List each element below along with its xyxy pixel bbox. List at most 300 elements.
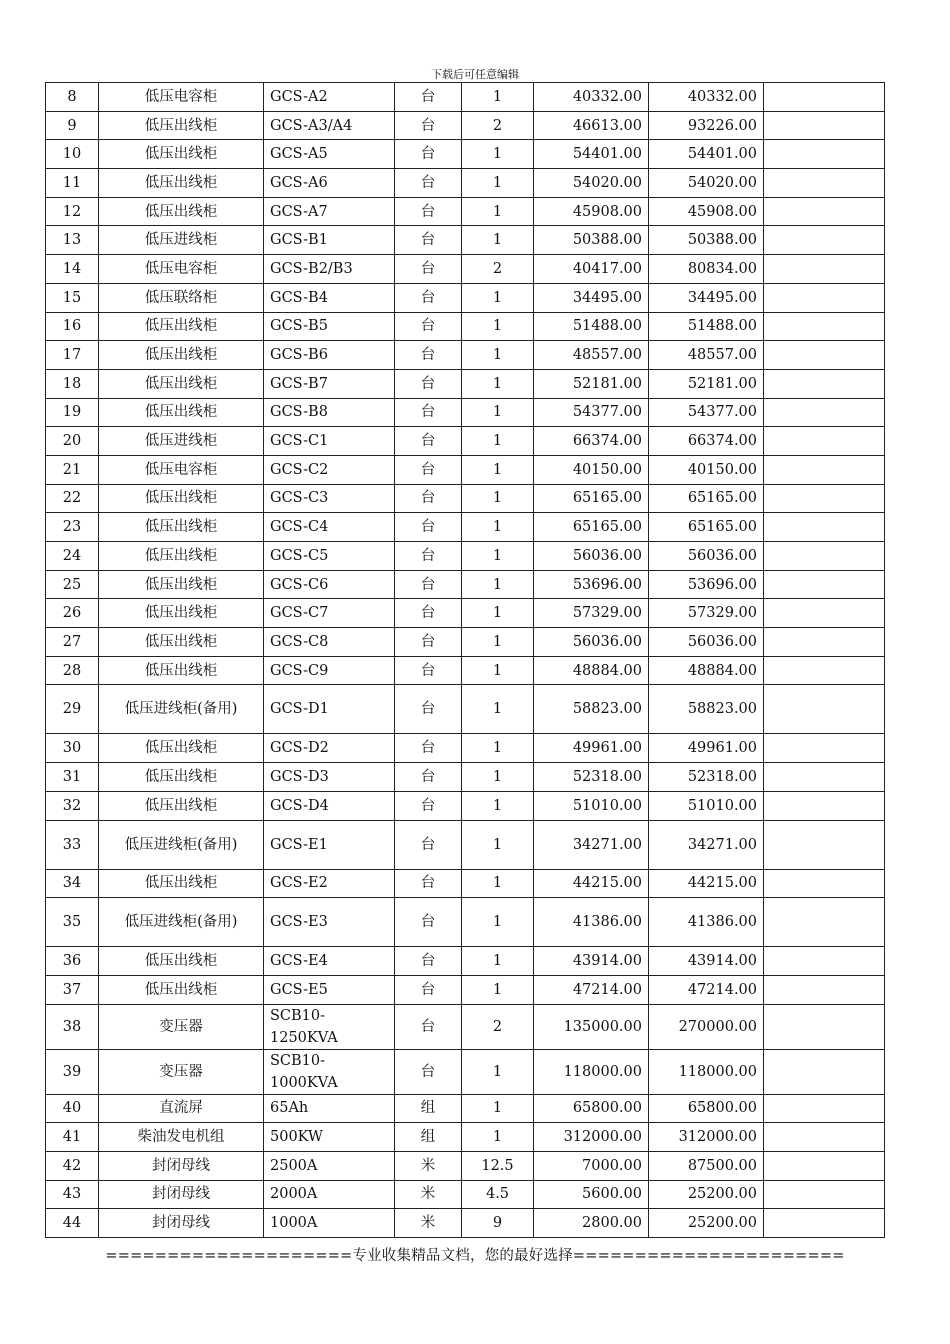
row-number-cell: 37 [46,975,99,1004]
model-spec-cell: GCS-C2 [264,455,395,484]
quantity-cell: 1 [462,83,534,112]
table-row [46,513,885,542]
row-number-cell: 25 [46,570,99,599]
row-number-cell: 43 [46,1180,99,1209]
table-row [46,1209,885,1238]
item-name-cell: 低压进线柜 [99,226,264,255]
model-spec-cell: GCS-C5 [264,542,395,571]
item-name-cell: 低压进线柜(备用) [99,820,264,869]
table-row [46,975,885,1004]
item-name-cell: 低压出线柜 [99,484,264,513]
unit-cell: 台 [395,599,462,628]
unit-cell: 台 [395,369,462,398]
unit-cell: 台 [395,226,462,255]
table-row [46,341,885,370]
row-number-cell: 32 [46,791,99,820]
unit-cell: 台 [395,197,462,226]
item-name-cell: 低压出线柜 [99,570,264,599]
unit-cell: 台 [395,455,462,484]
model-spec-cell: GCS-B1 [264,226,395,255]
row-number-cell: 40 [46,1094,99,1123]
item-name-cell: 低压出线柜 [99,369,264,398]
quantity-cell: 1 [462,513,534,542]
row-number-cell: 18 [46,369,99,398]
total-price-cell: 66374.00 [649,427,764,456]
model-spec-cell: GCS-E5 [264,975,395,1004]
unit-cell: 台 [395,312,462,341]
model-spec-cell: GCS-E3 [264,898,395,947]
total-price-cell: 53696.00 [649,570,764,599]
unit-price-cell: 50388.00 [534,226,649,255]
item-name-cell: 低压出线柜 [99,791,264,820]
quantity-cell: 1 [462,140,534,169]
unit-price-cell: 40417.00 [534,255,649,284]
item-name-cell: 低压出线柜 [99,169,264,198]
quantity-cell: 2 [462,111,534,140]
remark-cell [764,791,885,820]
quantity-cell: 1 [462,312,534,341]
model-spec-cell: GCS-A5 [264,140,395,169]
quantity-cell: 1 [462,455,534,484]
total-price-cell: 40332.00 [649,83,764,112]
remark-cell [764,656,885,685]
row-number-cell: 24 [46,542,99,571]
total-price-cell: 34495.00 [649,283,764,312]
table-row [46,427,885,456]
remark-cell [764,398,885,427]
quantity-cell: 1 [462,975,534,1004]
unit-price-cell: 47214.00 [534,975,649,1004]
item-name-cell: 低压出线柜 [99,312,264,341]
row-number-cell: 35 [46,898,99,947]
remark-cell [764,1209,885,1238]
table-row [46,111,885,140]
item-name-cell: 封闭母线 [99,1180,264,1209]
row-number-cell: 23 [46,513,99,542]
unit-price-cell: 41386.00 [534,898,649,947]
remark-cell [764,312,885,341]
unit-price-cell: 312000.00 [534,1123,649,1152]
remark-cell [764,197,885,226]
unit-cell: 台 [395,542,462,571]
unit-cell: 台 [395,513,462,542]
model-spec-cell: SCB10-1250KVA [264,1004,395,1049]
item-name-cell: 低压出线柜 [99,341,264,370]
unit-price-cell: 48557.00 [534,341,649,370]
unit-price-cell: 57329.00 [534,599,649,628]
unit-cell: 台 [395,1004,462,1049]
table-row [46,398,885,427]
unit-price-cell: 40150.00 [534,455,649,484]
model-spec-cell: GCS-C6 [264,570,395,599]
item-name-cell: 低压出线柜 [99,398,264,427]
quantity-cell: 1 [462,898,534,947]
unit-cell: 米 [395,1209,462,1238]
total-price-cell: 48557.00 [649,341,764,370]
quantity-cell: 1 [462,656,534,685]
row-number-cell: 9 [46,111,99,140]
table-row [46,255,885,284]
table-row [46,869,885,898]
remark-cell [764,341,885,370]
table-row [46,283,885,312]
unit-cell: 台 [395,791,462,820]
row-number-cell: 36 [46,947,99,976]
row-number-cell: 26 [46,599,99,628]
model-spec-cell: GCS-B4 [264,283,395,312]
unit-cell: 台 [395,685,462,734]
footer-note: ====================专业收集精品文档，您的最好选择====================== [105,1248,845,1264]
unit-price-cell: 34271.00 [534,820,649,869]
model-spec-cell: GCS-C8 [264,628,395,657]
model-spec-cell: GCS-C4 [264,513,395,542]
unit-cell: 台 [395,570,462,599]
row-number-cell: 15 [46,283,99,312]
row-number-cell: 39 [46,1049,99,1094]
unit-cell: 组 [395,1123,462,1152]
quantity-cell: 1 [462,685,534,734]
row-number-cell: 16 [46,312,99,341]
quantity-cell: 1 [462,398,534,427]
remark-cell [764,1094,885,1123]
total-price-cell: 52181.00 [649,369,764,398]
item-name-cell: 低压电容柜 [99,83,264,112]
row-number-cell: 12 [46,197,99,226]
table-row [46,791,885,820]
unit-price-cell: 40332.00 [534,83,649,112]
remark-cell [764,111,885,140]
unit-cell: 台 [395,1049,462,1094]
table-row [46,83,885,112]
total-price-cell: 58823.00 [649,685,764,734]
total-price-cell: 80834.00 [649,255,764,284]
unit-price-cell: 56036.00 [534,628,649,657]
quantity-cell: 1 [462,1094,534,1123]
header-note: 下载后可任意编辑 [431,68,519,81]
total-price-cell: 47214.00 [649,975,764,1004]
remark-cell [764,628,885,657]
unit-price-cell: 49961.00 [534,734,649,763]
unit-cell: 台 [395,734,462,763]
remark-cell [764,820,885,869]
model-spec-cell: GCS-B2/B3 [264,255,395,284]
unit-price-cell: 54401.00 [534,140,649,169]
model-spec-cell: 65Ah [264,1094,395,1123]
model-spec-cell: GCS-D1 [264,685,395,734]
item-name-cell: 低压出线柜 [99,975,264,1004]
remark-cell [764,427,885,456]
remark-cell [764,83,885,112]
quantity-cell: 1 [462,427,534,456]
quantity-cell: 9 [462,1209,534,1238]
unit-cell: 台 [395,83,462,112]
table-row [46,898,885,947]
unit-cell: 组 [395,1094,462,1123]
table-row [46,656,885,685]
total-price-cell: 49961.00 [649,734,764,763]
quantity-cell: 1 [462,734,534,763]
item-name-cell: 封闭母线 [99,1209,264,1238]
table-row [46,1180,885,1209]
unit-price-cell: 54020.00 [534,169,649,198]
row-number-cell: 28 [46,656,99,685]
item-name-cell: 低压联络柜 [99,283,264,312]
remark-cell [764,542,885,571]
unit-cell: 台 [395,869,462,898]
quantity-cell: 1 [462,197,534,226]
model-spec-cell: GCS-A3/A4 [264,111,395,140]
remark-cell [764,1123,885,1152]
unit-cell: 米 [395,1180,462,1209]
row-number-cell: 27 [46,628,99,657]
unit-price-cell: 65800.00 [534,1094,649,1123]
remark-cell [764,1180,885,1209]
total-price-cell: 51010.00 [649,791,764,820]
model-spec-cell: GCS-B6 [264,341,395,370]
unit-cell: 台 [395,140,462,169]
model-spec-cell: 1000A [264,1209,395,1238]
total-price-cell: 65165.00 [649,513,764,542]
unit-price-cell: 2800.00 [534,1209,649,1238]
unit-cell: 台 [395,283,462,312]
quantity-cell: 12.5 [462,1151,534,1180]
total-price-cell: 25200.00 [649,1180,764,1209]
total-price-cell: 45908.00 [649,197,764,226]
model-spec-cell: GCS-B7 [264,369,395,398]
unit-cell: 台 [395,484,462,513]
unit-price-cell: 7000.00 [534,1151,649,1180]
model-spec-cell: GCS-E4 [264,947,395,976]
table-row [46,542,885,571]
quantity-cell: 1 [462,1049,534,1094]
model-spec-cell: SCB10-1000KVA [264,1049,395,1094]
remark-cell [764,455,885,484]
quantity-cell: 1 [462,484,534,513]
table-row [46,1094,885,1123]
remark-cell [764,226,885,255]
item-name-cell: 低压出线柜 [99,542,264,571]
table-row [46,1004,885,1049]
total-price-cell: 93226.00 [649,111,764,140]
remark-cell [764,1151,885,1180]
table-body [46,83,885,1238]
remark-cell [764,570,885,599]
unit-price-cell: 34495.00 [534,283,649,312]
remark-cell [764,975,885,1004]
total-price-cell: 65165.00 [649,484,764,513]
table-row [46,197,885,226]
remark-cell [764,484,885,513]
total-price-cell: 51488.00 [649,312,764,341]
remark-cell [764,599,885,628]
table-row [46,599,885,628]
row-number-cell: 41 [46,1123,99,1152]
item-name-cell: 低压出线柜 [99,869,264,898]
model-spec-cell: GCS-B5 [264,312,395,341]
quantity-cell: 1 [462,542,534,571]
unit-price-cell: 51010.00 [534,791,649,820]
table-row [46,1123,885,1152]
unit-price-cell: 52318.00 [534,763,649,792]
total-price-cell: 56036.00 [649,628,764,657]
unit-price-cell: 5600.00 [534,1180,649,1209]
total-price-cell: 48884.00 [649,656,764,685]
model-spec-cell: GCS-E2 [264,869,395,898]
unit-price-cell: 53696.00 [534,570,649,599]
unit-price-cell: 66374.00 [534,427,649,456]
item-name-cell: 低压出线柜 [99,111,264,140]
remark-cell [764,947,885,976]
total-price-cell: 54020.00 [649,169,764,198]
remark-cell [764,734,885,763]
unit-price-cell: 48884.00 [534,656,649,685]
remark-cell [764,140,885,169]
table-row [46,140,885,169]
total-price-cell: 56036.00 [649,542,764,571]
total-price-cell: 50388.00 [649,226,764,255]
unit-price-cell: 45908.00 [534,197,649,226]
model-spec-cell: GCS-E1 [264,820,395,869]
table-row [46,455,885,484]
model-spec-cell: GCS-B8 [264,398,395,427]
row-number-cell: 29 [46,685,99,734]
unit-cell: 台 [395,398,462,427]
model-spec-cell: GCS-C9 [264,656,395,685]
quantity-cell: 1 [462,763,534,792]
unit-price-cell: 54377.00 [534,398,649,427]
table-row [46,763,885,792]
item-name-cell: 低压出线柜 [99,628,264,657]
unit-cell: 米 [395,1151,462,1180]
remark-cell [764,898,885,947]
total-price-cell: 312000.00 [649,1123,764,1152]
quantity-cell: 1 [462,947,534,976]
equipment-price-table [45,82,885,1238]
quantity-cell: 1 [462,169,534,198]
unit-price-cell: 65165.00 [534,513,649,542]
model-spec-cell: GCS-D3 [264,763,395,792]
item-name-cell: 直流屏 [99,1094,264,1123]
remark-cell [764,685,885,734]
row-number-cell: 31 [46,763,99,792]
unit-cell: 台 [395,628,462,657]
item-name-cell: 低压进线柜(备用) [99,685,264,734]
row-number-cell: 42 [46,1151,99,1180]
total-price-cell: 52318.00 [649,763,764,792]
quantity-cell: 1 [462,283,534,312]
unit-price-cell: 65165.00 [534,484,649,513]
quantity-cell: 1 [462,791,534,820]
total-price-cell: 54401.00 [649,140,764,169]
item-name-cell: 低压进线柜(备用) [99,898,264,947]
model-spec-cell: GCS-D4 [264,791,395,820]
item-name-cell: 低压出线柜 [99,763,264,792]
row-number-cell: 21 [46,455,99,484]
unit-cell: 台 [395,975,462,1004]
model-spec-cell: GCS-A7 [264,197,395,226]
quantity-cell: 2 [462,255,534,284]
table-row [46,169,885,198]
remark-cell [764,869,885,898]
quantity-cell: 4.5 [462,1180,534,1209]
quantity-cell: 1 [462,1123,534,1152]
unit-price-cell: 44215.00 [534,869,649,898]
total-price-cell: 40150.00 [649,455,764,484]
row-number-cell: 34 [46,869,99,898]
total-price-cell: 43914.00 [649,947,764,976]
unit-cell: 台 [395,255,462,284]
row-number-cell: 33 [46,820,99,869]
remark-cell [764,1004,885,1049]
item-name-cell: 低压出线柜 [99,513,264,542]
quantity-cell: 1 [462,226,534,255]
row-number-cell: 30 [46,734,99,763]
unit-cell: 台 [395,169,462,198]
model-spec-cell: GCS-C7 [264,599,395,628]
unit-price-cell: 51488.00 [534,312,649,341]
item-name-cell: 变压器 [99,1049,264,1094]
table-row [46,628,885,657]
remark-cell [764,513,885,542]
total-price-cell: 34271.00 [649,820,764,869]
row-number-cell: 10 [46,140,99,169]
total-price-cell: 44215.00 [649,869,764,898]
row-number-cell: 11 [46,169,99,198]
quantity-cell: 1 [462,341,534,370]
table-row [46,1049,885,1094]
total-price-cell: 57329.00 [649,599,764,628]
total-price-cell: 87500.00 [649,1151,764,1180]
table-row [46,369,885,398]
item-name-cell: 低压出线柜 [99,197,264,226]
remark-cell [764,169,885,198]
quantity-cell: 1 [462,820,534,869]
table-row [46,226,885,255]
table-row [46,570,885,599]
item-name-cell: 低压电容柜 [99,455,264,484]
item-name-cell: 低压电容柜 [99,255,264,284]
item-name-cell: 低压出线柜 [99,599,264,628]
model-spec-cell: 2500A [264,1151,395,1180]
remark-cell [764,283,885,312]
unit-cell: 台 [395,341,462,370]
row-number-cell: 22 [46,484,99,513]
item-name-cell: 低压出线柜 [99,734,264,763]
unit-price-cell: 43914.00 [534,947,649,976]
quantity-cell: 1 [462,599,534,628]
model-spec-cell: 500KW [264,1123,395,1152]
model-spec-cell: GCS-C3 [264,484,395,513]
unit-cell: 台 [395,947,462,976]
total-price-cell: 25200.00 [649,1209,764,1238]
row-number-cell: 38 [46,1004,99,1049]
unit-cell: 台 [395,111,462,140]
total-price-cell: 54377.00 [649,398,764,427]
remark-cell [764,1049,885,1094]
unit-price-cell: 56036.00 [534,542,649,571]
total-price-cell: 118000.00 [649,1049,764,1094]
row-number-cell: 14 [46,255,99,284]
quantity-cell: 1 [462,369,534,398]
item-name-cell: 变压器 [99,1004,264,1049]
remark-cell [764,255,885,284]
item-name-cell: 低压进线柜 [99,427,264,456]
unit-price-cell: 58823.00 [534,685,649,734]
row-number-cell: 8 [46,83,99,112]
unit-price-cell: 118000.00 [534,1049,649,1094]
total-price-cell: 270000.00 [649,1004,764,1049]
table-row [46,947,885,976]
